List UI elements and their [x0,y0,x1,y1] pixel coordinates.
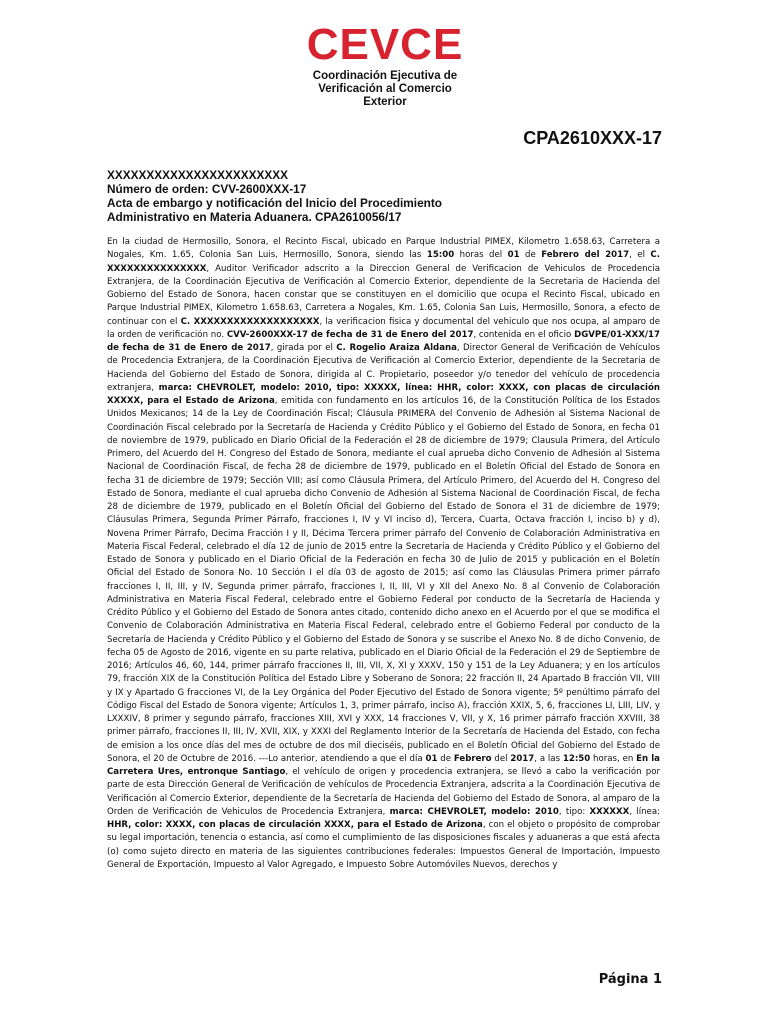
body-text-run: de [437,753,454,764]
body-bold-run: CVV-2600XXX-17 de fecha de 31 de Enero del 2017 [226,329,474,340]
body-text-run: , a las [534,753,563,764]
page-number: Página 1 [598,972,662,987]
body-text-run: , línea: [629,806,661,817]
header-title-line2: Administrativo en Materia Aduanera. CPA2610056/17 [107,210,402,224]
body-text-run: , el [629,250,651,261]
body-bold-run: En la Carretera Ures, entronque Santiago [107,753,660,777]
body-bold-run: marca: CHEVROLET, modelo: 2010, tipo: XXXXX, línea: HHR, color: XXXX, con placas de circulación XXXXX, para el Estado de Arizona [107,382,661,406]
body-text-run: , Director General de Verificación de Vehículos de Procedencia Extranjera, de la Coordinación Ejecutiva de Verificación al Comercio Exterior, dependiente de la Secretaria de Hacienda del Gobierno del Estado de Sonora, dirigida al C. Propietario, poseedor y/o tenedor del vehículo de procedencia extranjera, [107,343,660,393]
body-bold-run: Febrero [453,753,492,764]
body-bold-run: C. Rogelio Araiza Aldana [336,343,457,353]
body-bold-run: HHR, color: XXXX, con placas de circulación XXXX, para el Estado de Arizona [107,820,483,830]
body-bold-run: C. XXXXXXXXXXXXXXXXXXX [180,316,320,327]
body-text-run: horas del [454,250,508,261]
body-text-run: , Auditor Verificador adscrito a la Direccion General de Verificacion de Vehiculos de Procedencia Extranjera, de la Coordinación Ejecutiva de Verificación al Comercio Exterior, dependiente de la Secretaria de Hacienda del Gobierno del Estado de Sonora, hacen constar que se constituyen en el domicilio que ocupa el Recinto Fiscal, ubicado en Parque Industrial PIMEX, Kilometro 1.658.63, Carretera a Nogales, Km. 1.65, Colonia San Luis, Hermosillo, Sonora, a efecto de continuar con el [107,263,660,327]
body-bold-run: 12:50 [562,753,591,764]
document-code: CPA2610XXX-17 [523,128,662,148]
body-bold-run: C. XXXXXXXXXXXXXXX [107,250,660,274]
body-text-run: , contenida en el oficio [473,329,575,340]
body-bold-run: 15:00 [426,250,455,261]
body-bold-run: Febrero del 2017 [541,250,630,261]
body-bold-run: DGVPE/01-XXX/17 de fecha de 31 de Enero de 2017 [107,329,661,353]
document-body-paragraph [107,236,660,872]
logo-subtitle-line1: Coordinación Ejecutiva de [312,70,458,82]
body-text-run: , el vehículo de origen y procedencia extranjera, se llevó a cabo la verificación por parte de esta Dirección General de Verificación de vehículos de Procedencia Extranjera, adscrita a la Coordinación Ejecutiva de Verificación al Comercio Exterior, dependiente de la Secretaría de Hacienda del Gobierno del Estado de Sonora, al amparo de la Orden de Verificación de Vehiculos de Procedencia Extranjera, [107,767,660,817]
body-text-run: , emitida con fundamento en los artículos 16, de la Constitución Política de los Estados Unidos Mexicanos; 14 de la Ley de Coordinación Fiscal; Cláusula PRIMERA del Convenio de Adhesión al Sistema Nacional de Coordinación Fiscal celebrado por la Secretaría de Hacienda y Crédito Público y el Gobierno del Estado de Sonora, en fecha 01 de noviembre de 1979, publicado en Diario Oficial de la Federación el 28 de diciembre de 1979; Clausula Primera, del Artículo Primero, del Acuerdo del H. Congreso del Estado de Sonora, mediante el cual aprueba dicho Convenio de Adhesión al Sistema Nacional de Coordinación Fiscal, de fecha 28 de diciembre de 1979, publicado en el Boletín Oficial del Estado de Sonora en fecha 31 de diciembre de 1979; Sección VIII; así como Cláusula Primera, del Artículo Primero, del Acuerdo del H. Congreso del Estado de Sonora, mediante el cual aprueba dicho Convenio de Adhesión al Sistema Nacional de Coordinación Fiscal, de fecha 28 de diciembre de 1979, publicado en el Boletín Oficial del Gobierno del Estado de Sonora el 31 de diciembre de 1979; Cláusulas Primera, Segunda Primer Párrafo, fracciones I, IV y VI inciso d), Tercera, Cuarta, Octava fracción I, inciso b) y d), Novena Primer Párrafo, Decima Fracción I y II, Décima Tercera primer párrafo del Convenio de Colaboración Administrativa en Materia Fiscal Federal, celebrado el día 12 de junio de 2015 entre la Secretaria de Hacienda y Crédito Público y el Gobierno del Estado de Sonora y publicado en el Diario Oficial de la Federación en fecha 30 de Julio de 2015 y publicación en el Boletín Oficial del Estado de Sonora No. 10 Sección I el día 03 de agosto de 2015; así como las Cláusulas Primera primer párrafo fracciones I, II, III, y IV, Segunda primer párrafo, fracciones I, II, III, VI y XII del Anexo No. 8 al Convenio de Colaboración Administrativa en Materia Fiscal Federal, celebrado entre el Gobierno Federal por conducto de la Secretaría de Hacienda y Crédito Público y el Gobierno del Estado de Sonora antes citado, contenido dicho anexo en el Acuerdo por el que se modifica el Convenio de Colaboración Administrativa en Materia Fiscal Federal, celebrado entre el Gobierno Federal por conducto de la Secretaría de Hacienda y Crédito Público y el Gobierno del Estado de Sonora y se suscribe el Anexo No. 8 de dicho Convenio, de fecha 05 de Agosto de 2016, vigente en su parte relativa, publicado en el Diario Oficial de la Federación el 29 de Septiembre de 2016; Artículos 46, 60, 144, primer párrafo fracciones II, III, VII, X, XI y XXXV, 150 y 151 de la Ley Aduanera; y en los artículos 79, fracción XIX de la Constitución Política del Estado Libre y Soberano de Sonora; 22 fracción II, 24 Apartado B fracción VII, VIII y IX y Apartado G fracciones VI, de la Ley Orgánica del Poder Ejecutivo del Estado de Sonora vigente; 5º penúltimo párrafo del Código Fiscal del Estado de Sonora vigente; Artículos 1, 3, primer párrafo, inciso A), fracción XXIX, 5, 6, fracciones LI, LIII, LIV, y LXXXIV, 8 primer y segundo párrafo, fracciones XIII, XVI y XXX, 14 fracciones V, VII, y X, 16 primer párrafo fracción XXVIII, 38 primer párrafo, fracciones II, III, IV, XVII, XIX, y XXXI del Reglamento Interior de la Secretaría de Hacienda del Estado, con fecha de emision a los once días del mes de octubre de dos mil dieciséis, publicado en el Boletín Oficial del Gobierno del Estado de Sonora, el 20 de Octubre de 2016. ---Lo anterior, atendiendo a que el día [107,396,661,764]
logo-subtitle-line2: Verificación al Comercio Exterior [318,83,452,108]
body-text-run: , la verificacion fisica y documental del vehiculo que nos ocupa, al amparo de la orden de verificación no. [107,316,661,340]
body-text-run: de [519,250,542,261]
body-bold-run: marca: CHEVROLET, modelo: 2010 [389,806,559,817]
body-bold-run: XXXXXX [589,806,630,817]
body-text-run: , con el objeto o propósito de comprobar su legal importación, tenencia o estancia, así como el cumplimiento de las disposiciones fiscales y aduaneras a que está afecta (o) como sujeto directo en materia de las siguientes contribuciones federales: Impuestos General de Importación, Impuesto General de Exportación, Impuesto al Valor Agregado, e Impuesto Sobre Automóviles Nuevos, derechos y [107,820,660,870]
body-bold-run: 01 [425,753,438,764]
header-title-line1: Acta de embargo y notificación del Inicio del Procedimiento [107,196,442,210]
body-text-run: En la ciudad de Hermosillo, Sonora, el Recinto Fiscal, ubicado en Parque Industrial PIMEX, Kilometro 1.658.63, Carretera a Nogales, Km. 1.65, Colonia San Luis, Hermosillo, Sonora, siendo las [107,237,660,261]
body-bold-run: 2017 [510,753,535,764]
header-redacted-name: XXXXXXXXXXXXXXXXXXXXXXX [107,168,288,182]
body-text-run: horas, en [590,753,637,764]
body-text-run: del [491,753,511,764]
cevce-logo [296,20,474,108]
logo-wordmark: CEVCE [306,20,464,69]
body-bold-run: 01 [507,250,520,261]
document-header [107,168,667,224]
body-text-run: , girada por el [270,343,337,353]
header-order-number: Número de orden: CVV-2600XXX-17 [107,182,307,196]
body-text-run: , tipo: [558,806,590,817]
